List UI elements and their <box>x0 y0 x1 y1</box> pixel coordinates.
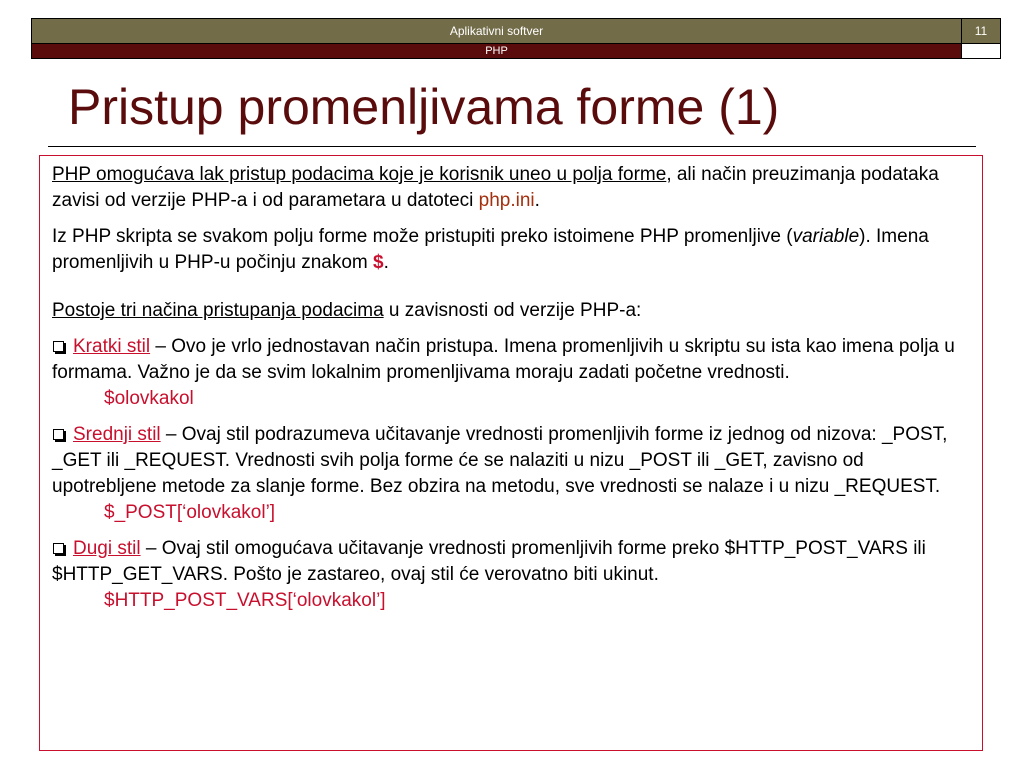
intro-link-text: PHP omogućava lak pristup podacima koje je korisnik uneo u polja forme <box>52 164 667 185</box>
variable-term: variable <box>792 226 860 247</box>
hollow-square-bullet-icon <box>53 429 64 440</box>
code-example: $olovkakol <box>104 388 194 409</box>
slide-header <box>31 18 1001 44</box>
bullet-term: Srednji stil <box>73 424 161 445</box>
topic-label: PHP <box>31 44 962 59</box>
subheader-blank-cell <box>962 44 1001 59</box>
bullet-text: – Ovaj stil omogućava učitavanje vrednosti promenljivih forme preko $HTTP_POST_VARS ili $HTTP_GET_VARS. Pošto je zastareo, ovaj stil će verovatno biti ukinut. <box>52 538 926 585</box>
code-example: $_POST[‘olovkakol’] <box>104 502 276 523</box>
hollow-square-bullet-icon <box>53 341 64 352</box>
bullet-short-style <box>52 334 970 412</box>
page-title: Pristup promenljivama forme (1) <box>68 79 780 135</box>
methods-intro: Postoje tri načina pristupanja podacima u zavisnosti od verzije PHP-a: <box>52 300 642 321</box>
slide-number: 11 <box>962 18 1001 44</box>
title-divider <box>48 146 976 147</box>
bullet-medium-style <box>52 422 970 526</box>
content-box <box>39 155 983 751</box>
bullet-long-style <box>52 536 970 614</box>
course-title: Aplikativni softver <box>31 18 962 44</box>
variable-paragraph: Iz PHP skripta se svakom polju forme može pristupiti preko istoimene PHP promenljive (variable). Imena promenljivih u PHP-u počinju znakom $. <box>52 226 929 273</box>
methods-intro-link: Postoje tri načina pristupanja podacima <box>52 300 384 321</box>
hollow-square-bullet-icon <box>53 543 64 554</box>
bullet-term: Dugi stil <box>73 538 141 559</box>
code-example: $HTTP_POST_VARS[‘olovkakol’] <box>104 590 386 611</box>
bullet-text: – Ovaj stil podrazumeva učitavanje vrednosti promenljivih forme iz jednog od nizova: _POST, _GET ili _REQUEST. Vrednosti svih polja forme će se nalaziti u nizu _POST ili _GET, zavisno od upotrebljene metode za slanje forme. Bez obzira na metodu, sve vrednosti se nalaze i u nizu _REQUEST. <box>52 424 948 497</box>
intro-text: , ali način preuzimanja podataka zavisi od verzije PHP-a i od parametara u datoteci <box>52 164 939 211</box>
intro-paragraph: PHP omogućava lak pristup podacima koje je korisnik uneo u polja forme, ali način preuzimanja podataka zavisi od verzije PHP-a i od parametara u datoteci php.ini. <box>52 164 939 211</box>
bullet-term: Kratki stil <box>73 336 151 357</box>
slide-subheader <box>31 44 1001 59</box>
php-ini-filename: php.ini <box>478 190 535 211</box>
dollar-symbol: $ <box>373 252 384 273</box>
bullet-text: – Ovo je vrlo jednostavan način pristupa. Imena promenljivih u skriptu su ista kao imena polja u formama. Važno je da se svim lokalnim promenljivama moraju zadati početne vrednosti. <box>52 336 955 383</box>
